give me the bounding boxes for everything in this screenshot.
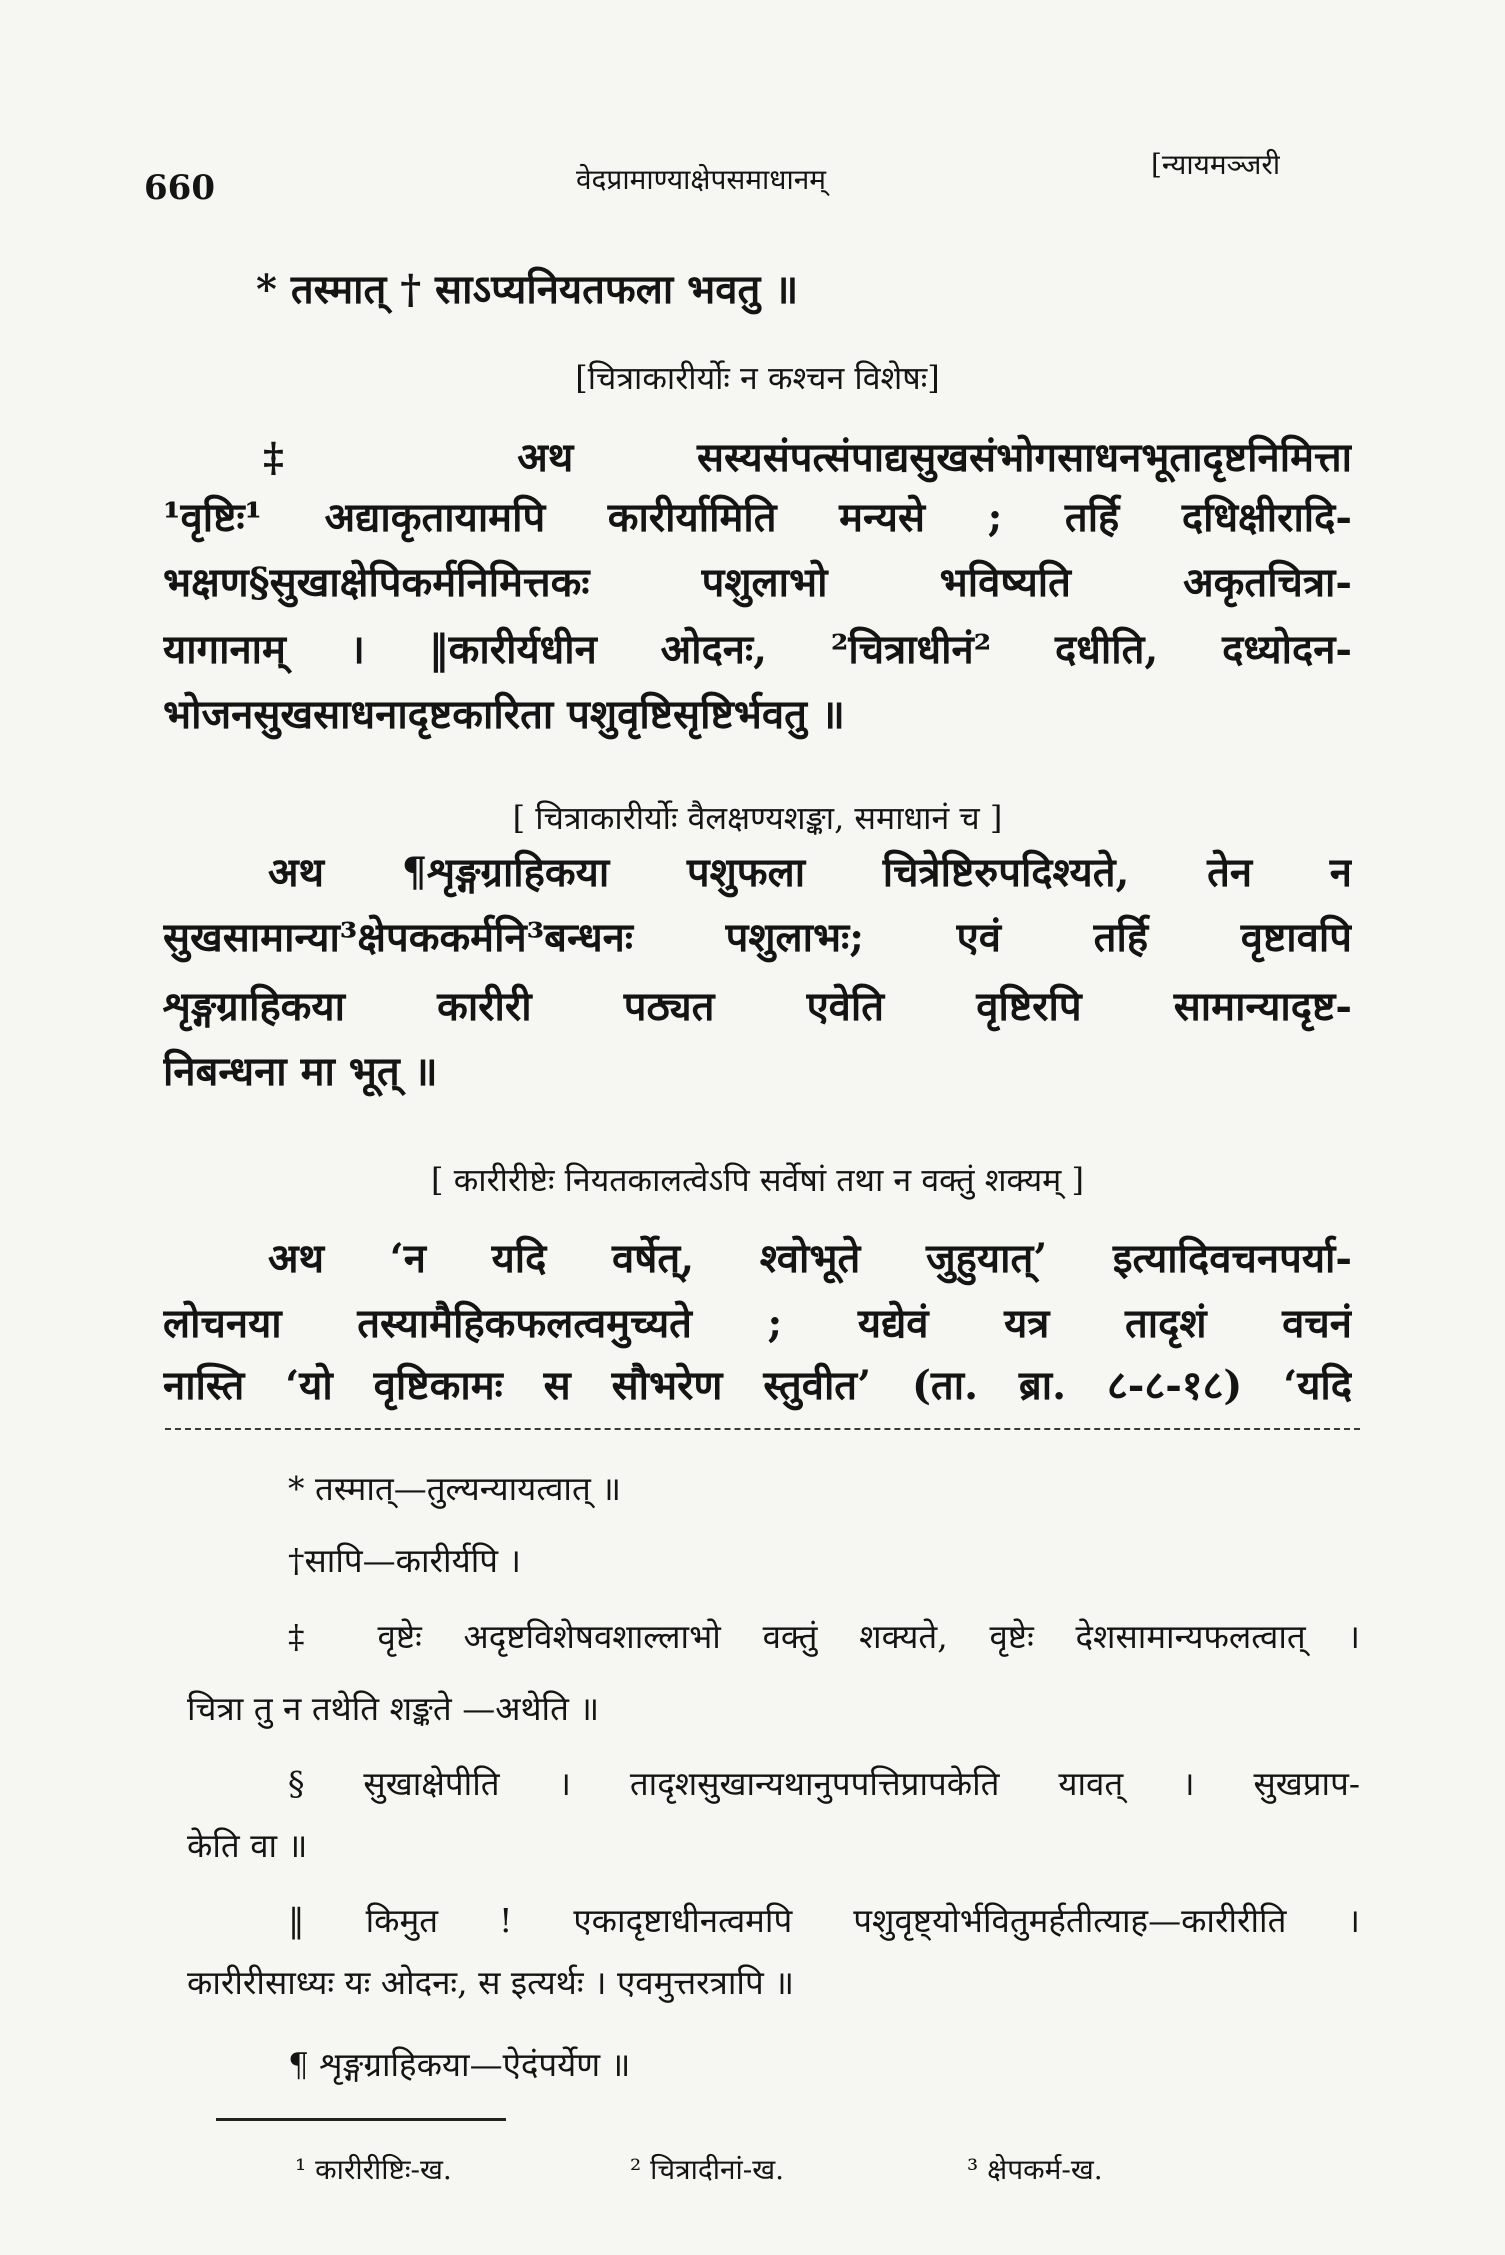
commentary-separator — [165, 1428, 1360, 1430]
text-line: अथ ‘न यदि वर्षेत्, श्वोभूते जुहुयात्’ इत्यादिवचनपर्या- — [268, 1235, 1352, 1282]
text-line: नास्ति ‘यो वृष्टिकामः स सौभरेण स्तुवीत’ (ता. ब्रा. ८-८-१८) ‘यदि — [163, 1362, 1352, 1409]
text-line: यागानाम् । ‖कारीर्यधीन ओदनः, ²चित्राधीनं² दधीति, दध्योदन- — [163, 626, 1352, 673]
text-line: अथ ¶शृङ्गग्राहिकया पशुफला चित्रेष्टिरुपदिश्यते, तेन न — [268, 849, 1352, 896]
text-line: निबन्धना मा भूत् ॥ — [163, 1048, 438, 1095]
opening-line: * तस्मात् † साऽप्यनियतफला भवतु ॥ — [256, 266, 799, 313]
footnote-rule — [216, 2118, 506, 2121]
commentary-line: ‖ किमुत ! एकादृष्टाधीनत्वमपि पशुवृष्ट्योर्भवितुमर्हतीत्याह—कारीरीति । — [288, 1901, 1360, 1940]
footnote-item: ² चित्रादीनां-ख. — [630, 2153, 785, 2186]
commentary-line: केति वा ॥ — [187, 1826, 308, 1865]
text-line: ‡ अथ सस्यसंपत्संपाद्यसुखसंभोगसाधनभूतादृष्टनिमित्ता — [263, 434, 1352, 481]
text-line: भक्षण§सुखाक्षेपिकर्मनिमित्तकः पशुलाभो भविष्यति अकृतचित्रा- — [163, 559, 1352, 606]
section-heading-2: [ चित्राकारीर्योः वैलक्षण्यशङ्का, समाधानं च ] — [512, 799, 1003, 837]
running-head: वेदप्रामाण्याक्षेपसमाधानम् — [575, 163, 827, 196]
commentary-line: चित्रा तु न तथेति शङ्कते —अथेति ॥ — [187, 1689, 600, 1728]
commentary-line: ¶ शृङ्गग्राहिकया—ऐदंपर्येण ॥ — [288, 2045, 631, 2084]
text-line: ¹वृष्टिः¹ अद्याकृतायामपि कारीर्यामिति मन्यसे ; तर्हि दधिक्षीरादि- — [163, 494, 1352, 541]
section-heading-3: [ कारीरीष्टेः नियतकालत्वेऽपि सर्वेषां तथा न वक्तुं शक्यम् ] — [431, 1161, 1084, 1199]
commentary-line: कारीरीसाध्यः यः ओदनः, स इत्यर्थः । एवमुत्तरत्रापि ॥ — [187, 1963, 794, 2002]
text-line: शृङ्गग्राहिकया कारीरी पठ्यत एवेति वृष्टिरपि सामान्यादृष्ट- — [163, 983, 1352, 1030]
book-title-header: [न्यायमञ्जरी — [1151, 148, 1281, 181]
commentary-line: * तस्मात्—तुल्यन्यायत्वात् ॥ — [288, 1469, 622, 1508]
commentary-line: ‡ वृष्टेः अदृष्टविशेषवशाल्लाभो वक्तुं शक्यते, वृष्टेः देशसामान्यफलत्वात् । — [288, 1617, 1360, 1656]
page-number: 660 — [144, 168, 215, 208]
commentary-line: § सुखाक्षेपीति । तादृशसुखान्यथानुपपत्तिप्रापकेति यावत् । सुखप्राप- — [288, 1764, 1360, 1803]
commentary-line: †सापि—कारीर्यपि । — [288, 1541, 522, 1580]
text-line: भोजनसुखसाधनादृष्टकारिता पशुवृष्टिसृष्टिर्भवतु ॥ — [163, 691, 845, 738]
footnote-item: ³ क्षेपकर्म-ख. — [967, 2153, 1103, 2186]
text-line: लोचनया तस्यामैहिकफलत्वमुच्यते ; यद्येवं यत्र तादृशं वचनं — [163, 1300, 1352, 1347]
section-heading-1: [चित्राकारीर्योः न कश्चन विशेषः] — [575, 359, 940, 397]
footnote-item: ¹ कारीरीष्टिः-ख. — [295, 2153, 452, 2186]
text-line: सुखसामान्या³क्षेपककर्मनि³बन्धनः पशुलाभः; एवं तर्हि वृष्टावपि — [163, 914, 1352, 961]
